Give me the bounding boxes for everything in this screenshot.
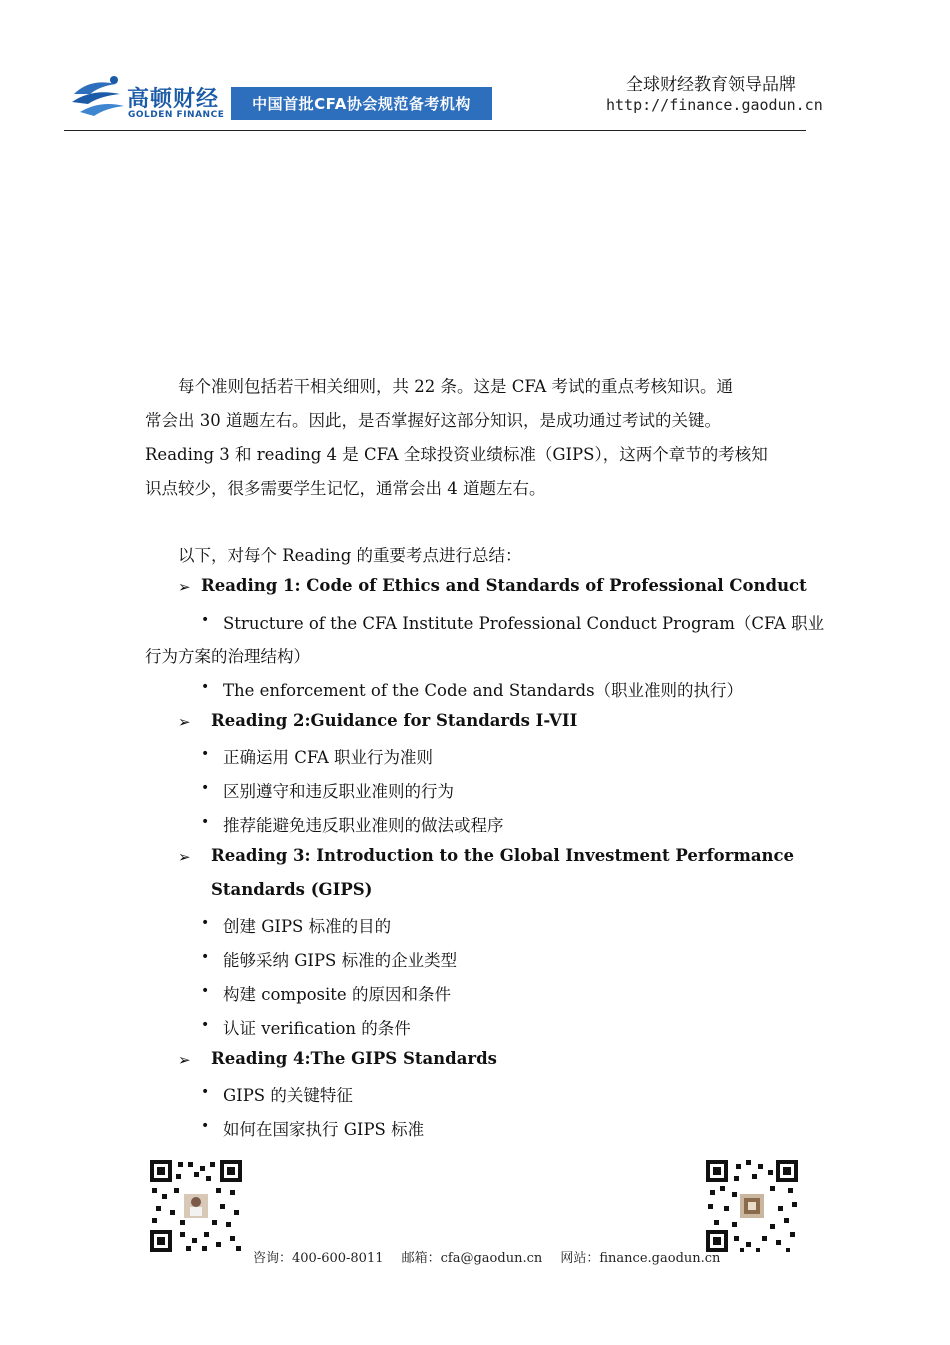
bullet-icon: • (201, 949, 210, 965)
reading-3-bullet-1: 创建 GIPS 标准的目的 (223, 917, 392, 936)
para1-line-2: 常会出 30 道题左右。因此，是否掌握好这部分知识，是成功通过考试的关键。 (145, 411, 721, 430)
reading-4-bullet-1: GIPS 的关键特征 (223, 1086, 353, 1105)
footer-phone: 咨询：400-600-8011 (253, 1251, 384, 1266)
reading-2-arrow-icon: ➢ (178, 713, 191, 731)
logo-chinese-text: 高顿财经 (127, 87, 220, 112)
reading-1-bullet-1-line-1: Structure of the CFA Institute Professional Conduct Program（CFA 职业 (223, 614, 825, 633)
reading-2-bullet-2: 区别遵守和违反职业准则的行为 (223, 782, 454, 801)
bullet-icon: • (201, 814, 210, 830)
reading-3-bullet-3: 构建 composite 的原因和条件 (223, 985, 451, 1004)
header-slogan: 全球财经教育领导品牌 (626, 75, 796, 95)
reading-1-bullet-2: The enforcement of the Code and Standards（职业准则的执行） (223, 681, 744, 700)
qr-code-left-icon (150, 1160, 242, 1252)
header-url-link[interactable]: http://finance.gaodun.cn (606, 96, 823, 114)
bullet-icon: • (201, 1118, 210, 1134)
reading-1-bullet-1-line-2: 行为方案的治理结构） (145, 647, 310, 666)
reading-2-bullet-1: 正确运用 CFA 职业行为准则 (223, 748, 434, 767)
reading-4-title: Reading 4:The GIPS Standards (211, 1049, 497, 1068)
footer-email-link[interactable]: 邮箱：cfa@gaodun.cn (401, 1251, 543, 1266)
reading-4-arrow-icon: ➢ (178, 1051, 191, 1069)
para1-line-1: 每个准则包括若干相关细则，共 22 条。这是 CFA 考试的重点考核知识。通 (178, 377, 734, 396)
cfa-certified-badge: 中国首批CFA协会规范备考机构 (231, 87, 492, 120)
bullet-icon: • (201, 983, 210, 999)
footer-contact (253, 1247, 734, 1266)
reading-3-title-line-1: Reading 3: Introduction to the Global Investment Performance (211, 846, 795, 865)
reading-3-bullet-2: 能够采纳 GIPS 标准的企业类型 (223, 951, 458, 970)
reading-1-title: Reading 1: Code of Ethics and Standards of Professional Conduct (201, 576, 807, 595)
qr-code-right-icon (706, 1160, 798, 1252)
bullet-icon: • (201, 679, 210, 695)
bullet-icon: • (201, 1084, 210, 1100)
bullet-icon: • (201, 612, 210, 628)
reading-2-bullet-3: 推荐能避免违反职业准则的做法或程序 (223, 816, 504, 835)
reading-3-arrow-icon: ➢ (178, 848, 191, 866)
bullet-icon: • (201, 780, 210, 796)
reading-1-arrow-icon: ➢ (178, 578, 191, 596)
para1-line-3: Reading 3 和 reading 4 是 CFA 全球投资业绩标准（GIPS），这两个章节的考核知 (145, 445, 768, 464)
bullet-icon: • (201, 746, 210, 762)
footer-website-link[interactable]: 网站：finance.gaodun.cn (560, 1251, 721, 1266)
para1-line-4: 识点较少，很多需要学生记忆，通常会出 4 道题左右。 (145, 479, 546, 498)
bullet-icon: • (201, 1017, 210, 1033)
summary-intro: 以下，对每个 Reading 的重要考点进行总结： (178, 546, 522, 565)
reading-4-bullet-2: 如何在国家执行 GIPS 标准 (223, 1120, 425, 1139)
logo-english-text: GOLDEN FINANCE (128, 110, 225, 120)
bullet-icon: • (201, 915, 210, 931)
reading-2-title: Reading 2:Guidance for Standards I-VII (211, 711, 578, 730)
reading-3-title-line-2: Standards (GIPS) (211, 880, 373, 899)
header-divider (64, 130, 806, 131)
reading-3-bullet-4: 认证 verification 的条件 (223, 1019, 411, 1038)
